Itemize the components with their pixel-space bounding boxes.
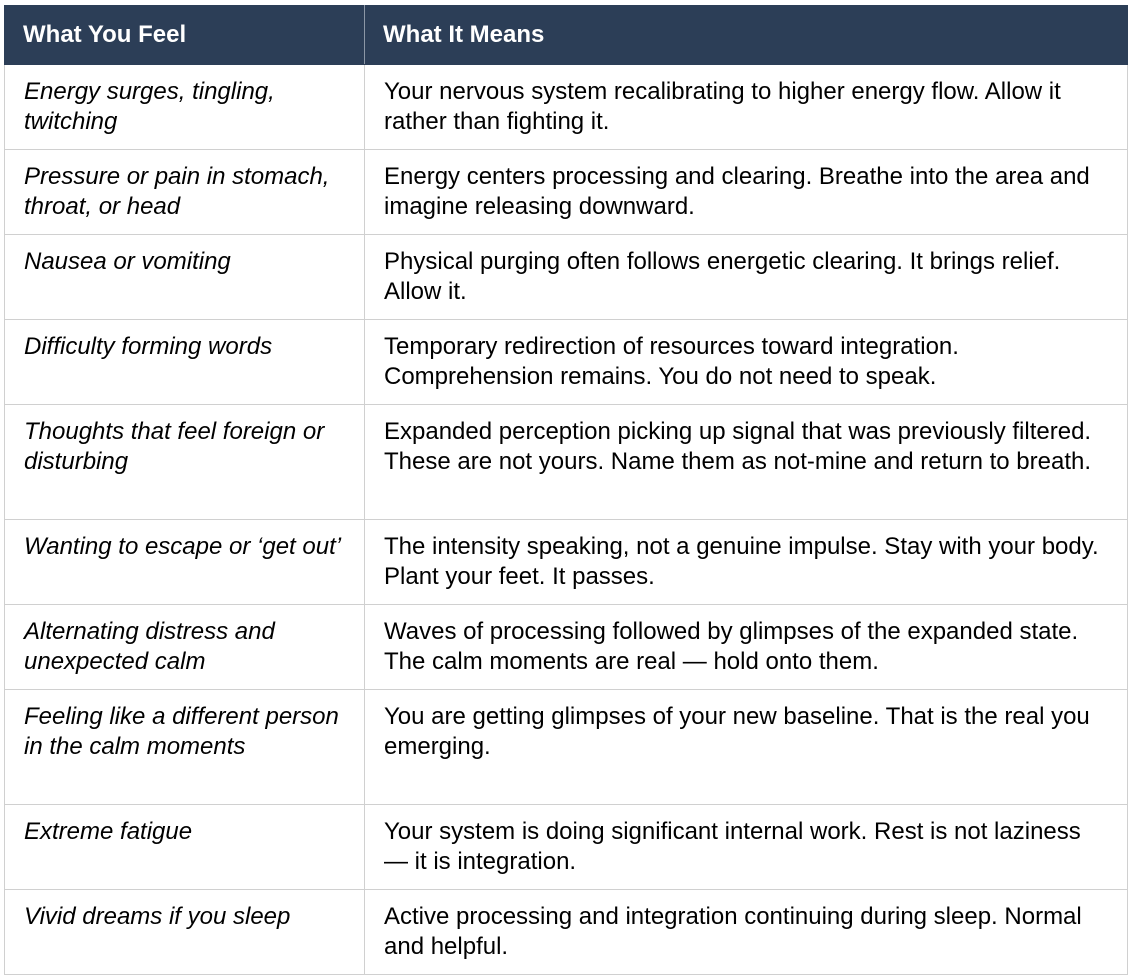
header-what-it-means: What It Means bbox=[365, 6, 1128, 65]
meaning-cell: Waves of processing followed by glimpses of the expanded state. The calm moments are real — hold onto them. bbox=[365, 605, 1128, 690]
feel-cell: Wanting to escape or ‘get out’ bbox=[5, 520, 365, 605]
feel-cell: Nausea or vomiting bbox=[5, 235, 365, 320]
meaning-cell: Your nervous system recalibrating to higher energy flow. Allow it rather than fighting it. bbox=[365, 65, 1128, 150]
feel-cell: Thoughts that feel foreign or disturbing bbox=[5, 405, 365, 520]
table-row bbox=[5, 320, 1128, 405]
meaning-cell: Physical purging often follows energetic clearing. It brings relief. Allow it. bbox=[365, 235, 1128, 320]
meaning-cell: Expanded perception picking up signal that was previously filtered. These are not yours. Name them as not-mine and return to breath. bbox=[365, 405, 1128, 520]
table-row bbox=[5, 520, 1128, 605]
table-row bbox=[5, 150, 1128, 235]
table-row bbox=[5, 805, 1128, 890]
table-row bbox=[5, 605, 1128, 690]
table-row bbox=[5, 235, 1128, 320]
feel-cell: Pressure or pain in stomach, throat, or head bbox=[5, 150, 365, 235]
meaning-cell: You are getting glimpses of your new baseline. That is the real you emerging. bbox=[365, 690, 1128, 805]
feel-cell: Vivid dreams if you sleep bbox=[5, 890, 365, 975]
meaning-cell: Active processing and integration continuing during sleep. Normal and helpful. bbox=[365, 890, 1128, 975]
table-row bbox=[5, 890, 1128, 975]
meaning-cell: Energy centers processing and clearing. Breathe into the area and imagine releasing downward. bbox=[365, 150, 1128, 235]
table-row bbox=[5, 65, 1128, 150]
table-header-row bbox=[5, 6, 1128, 65]
meaning-cell: Your system is doing significant internal work. Rest is not laziness — it is integration. bbox=[365, 805, 1128, 890]
table-row bbox=[5, 405, 1128, 520]
feel-cell: Extreme fatigue bbox=[5, 805, 365, 890]
feel-cell: Alternating distress and unexpected calm bbox=[5, 605, 365, 690]
header-what-you-feel: What You Feel bbox=[5, 6, 365, 65]
feel-cell: Difficulty forming words bbox=[5, 320, 365, 405]
symptom-table-container bbox=[4, 5, 1127, 975]
meaning-cell: The intensity speaking, not a genuine impulse. Stay with your body. Plant your feet. It passes. bbox=[365, 520, 1128, 605]
feel-cell: Feeling like a different person in the calm moments bbox=[5, 690, 365, 805]
symptom-meaning-table bbox=[4, 5, 1128, 975]
meaning-cell: Temporary redirection of resources toward integration. Comprehension remains. You do not need to speak. bbox=[365, 320, 1128, 405]
table-row bbox=[5, 690, 1128, 805]
feel-cell: Energy surges, tingling, twitching bbox=[5, 65, 365, 150]
